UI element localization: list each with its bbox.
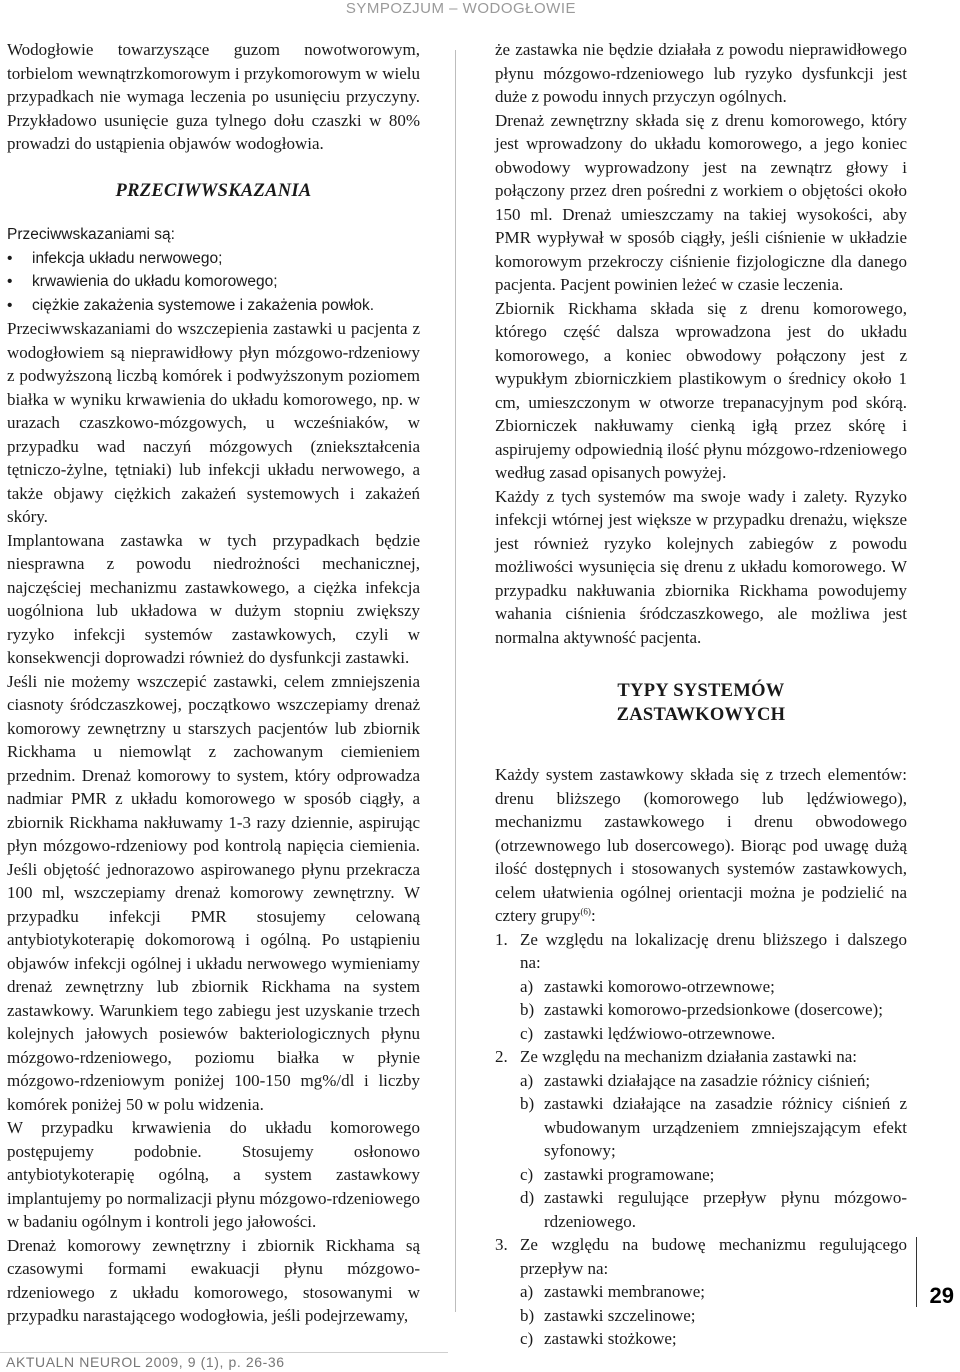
list-marker: c) [520,1023,534,1043]
list-number: 3. [495,1235,508,1254]
list-marker: a) [520,1282,534,1301]
list-item-text: zastawki działające na zasadzie różnicy ciśnień; [544,1070,871,1090]
section-title-shunt-types [495,679,907,727]
list-item [495,928,907,1046]
list-marker: c) [520,1164,534,1184]
types-intro-paragraph [495,763,907,928]
column-divider [455,50,456,1312]
list-item-text: zastawki komorowo-przedsionkowe (dosercowe); [544,1000,883,1019]
body-paragraph: W przypadku krwawienia do układu komorowego postępujemy podobnie. Stosujemy osłonowo antybiotykoterapię ogólną, a system zastawkowy implantujemy po normalizacji płynu mózgowo-rdzeniowego w badaniu ogólnym i kontroli jego jałowości. [7,1118,420,1231]
right-column [495,38,907,1351]
group-text: Ze względu na budowę mechanizmu regulującego przepływ na: [520,1235,907,1278]
list-number: 1. [495,929,508,949]
section-title-line: TYPY SYSTEMÓW [617,681,785,701]
list-item-text: zastawki szczelinowe; [544,1305,696,1325]
list-item [520,1304,907,1328]
list-item-text: zastawki stożkowe; [544,1329,677,1348]
body-paragraph: Zbiornik Rickhama składa się z drenu komorowego, którego część dalsza wprowadzona jest do układu komorowego, a koniec obwodowy połączony jest z wypukłym zbiorniczkiem plastikowym o średnicy około 1 cm, umieszczonym w otworze trepanacyjnym pod skórą. Zbiorniczek nakłuwamy cienką igłą przez skórę i aspirujemy odpowiednią ilość płynu mózgowo-rdzeniowego według zasad opisanych powyżej. [495,298,907,482]
types-intro-end: : [590,906,596,925]
list-item [520,975,907,999]
list-item [520,1186,907,1233]
list-item [520,1022,907,1046]
contraindications-list [7,247,420,318]
sub-list [520,1280,907,1351]
intro-paragraph: Wodogłowie towarzyszące guzom nowotworowym, torbielom wewnątrzkomorowym i przykomorowym w wielu przypadkach nie wymaga leczenia po usunięciu przyczyny. Przykładowo usunięcie guza tylnego dołu czaszki w 80% prowadzi do ustąpienia objawów wodogłowia. [7,40,420,153]
list-item [520,1280,907,1304]
reference-marker: (6) [580,906,591,917]
footer-citation: AKTUALN NEUROL 2009, 9 (1), p. 26-36 [6,1354,285,1370]
list-item-text: zastawki regulujące przepływ płynu mózgowo-rdzeniowego. [544,1188,907,1231]
shunt-groups-list [495,928,907,1351]
body-paragraph: że zastawka nie będzie działała z powodu nieprawidłowego płynu mózgowo-rdzeniowego lub ryzyko dysfunkcji jest duże z powodu innych przyczyn ogólnych. [495,40,907,106]
body-paragraph: Drenaż komorowy zewnętrzny i zbiornik Rickhama są czasowymi formami ewakuacji płynu mózgowo-rdzeniowego z układu komorowego, stosowanymi w przypadku narastającego wodogłowia, jeśli podejrzewamy, [7,1235,420,1325]
list-marker: b) [520,1000,535,1019]
list-number: 2. [495,1047,508,1066]
page-number: 29 [929,1283,954,1308]
group-text: Ze względu na mechanizm działania zastawki na: [520,1047,858,1066]
left-column [7,38,420,1328]
body-paragraph: Każdy z tych systemów ma swoje wady i zalety. Ryzyko infekcji wtórnej jest większe w przypadku drenażu, większe jest również ryzyko kolejnych zabiegów z powodu możliwości wysunięcia się drenu z układu komorowego. W przypadku nakłuwania zbiornika Rickhama powodujemy wahania ciśnienia śródczaszkowego, ale możliwa jest normalna aktywność pacjenta. [495,486,907,647]
list-marker: b) [520,1094,535,1113]
list-item-text: zastawki działające na zasadzie różnicy ciśnień z wbudowanym urządzeniem zmniejszającym efekt syfonowy; [544,1094,907,1160]
contraindications-lead: Przeciwwskazaniami są: [7,226,175,243]
list-item [520,998,907,1022]
list-marker: a) [520,1070,534,1090]
list-item: • krwawienia do układu komorowego; [7,270,420,294]
body-paragraph: Drenaż zewnętrzny składa się z drenu komorowego, który jest wprowadzony do układu komorowego, a jego koniec obwodowy wyprowadzony jest na zewnątrz głowy i połączony przez dren pośredni z workiem o objętości około 150 ml. Drenaż umieszczamy na takiej wysokości, aby PMR wypływał w sposób ciągły, jeśli ciśnienie w układzie komorowym przekroczy ciśnienie fizjologiczne dla danego pacjenta. Pacjent powinien leżeć w czasie leczenia. [495,110,907,294]
body-paragraph: Implantowana zastawka w tych przypadkach będzie niesprawna z powodu niedrożności mechanicznej, najczęściej mechanizmu zastawkowego, a ciężka infekcja uogólniona lub układowa w dużym stopniu zwiększy ryzyko infekcji systemów zastawkowych, czyli w konsekwencji doprowadzi również do dysfunkcji zastawki. [7,530,420,667]
types-intro-text: Każdy system zastawkowy składa się z trzech elementów: drenu bliższego (komorowego lub lędźwiowego), mechanizmu zastawkowego i drenu obwodowego (otrzewnowego lub dosercowego). Biorąc pod uwagę dużą ilość dostępnych i stosowanych systemów zastawkowych, celem ułatwienia ogólnej orientacji można je podzielić na cztery grupy [495,765,907,925]
list-item-text: zastawki lędźwiowo-otrzewnowe. [544,1023,776,1043]
footer-divider [0,1352,448,1353]
list-item-text: zastawki programowane; [544,1164,715,1184]
body-paragraph: Jeśli nie możemy wszczepić zastawki, celem zmniejszenia ciasnoty śródczaszkowej, początkowo wszczepiamy drenaż komorowy zewnętrzny u starszych pacjentów lub zbiornik Rickhama u niemowląt z zachowanym ciemieniem przednim. Drenaż komorowy to system, który odprowadza nadmiar PMR z układu komorowego w sposób ciągły, a zbiornik Rickhama nakłuwamy 1-3 razy dziennie, aspirując płyn mózgowo-rdzeniowy pod kontrolą napięcia ciemienia. Jeśli objętość jednorazowo aspirowanego płynu przekracza 100 ml, wszczepiamy drenaż komorowy zewnętrzny. W przypadku infekcji PMR stosujemy celowaną antybiotykoterapię dokomorową i ogólną. Po ustąpieniu objawów infekcji ogólnej i układu nerwowego wymieniamy drenaż zewnętrzny lub zbiornik Rickhama na system zastawkowy. Warunkiem tego zabiegu jest uzyskanie trzech kolejnych jałowych posiewów bakteriologicznych płynu mózgowo-rdzeniowego, poziomu białka w płynie mózgowo-rdzeniowym poniżej 100-150 mg%/dl i liczby komórek poniżej 50 w polu widzenia. [7,671,420,1114]
list-marker: a) [520,976,534,996]
list-item [520,1327,907,1351]
list-marker: b) [520,1305,535,1325]
list-marker: c) [520,1329,534,1348]
sub-list [520,1069,907,1234]
running-header: SYMPOZJUM – WODOGŁOWIE [345,0,576,17]
list-item [520,1092,907,1163]
list-item [495,1045,907,1233]
group-text: Ze względu na lokalizację drenu bliższego i dalszego na: [520,929,907,972]
list-item: • ciężkie zakażenia systemowe i zakażenia powłok. [7,294,420,318]
section-title-line: ZASTAWKOWYCH [616,705,786,725]
list-item: • infekcja układu nerwowego; [7,247,420,271]
list-item [520,1163,907,1187]
list-item [520,1069,907,1093]
section-title-contraindications: PRZECIWWSKAZANIA [115,180,312,201]
list-item [495,1233,907,1351]
sub-list [520,975,907,1046]
page-number-rule [916,1237,917,1307]
list-marker: d) [520,1188,535,1207]
list-item-text: zastawki membranowe; [544,1282,705,1301]
list-item-text: zastawki komorowo-otrzewnowe; [544,976,775,996]
body-paragraph: Przeciwwskazaniami do wszczepienia zastawki u pacjenta z wodogłowiem są nieprawidłowy płyn mózgowo-rdzeniowy z podwyższoną liczbą komórek i podwyższonym poziomem białka w wyniku krwawienia do układu komorowego, np. w urazach czaszkowo-mózgowych, u wcześniaków, w przypadku wad naczyń mózgowych (zniekształcenia tętniczo-żylne, tętniaki) lub infekcji układu nerwowego, a także objawy ciężkich zakażeń systemowych i zakażeń skóry. [7,319,420,526]
